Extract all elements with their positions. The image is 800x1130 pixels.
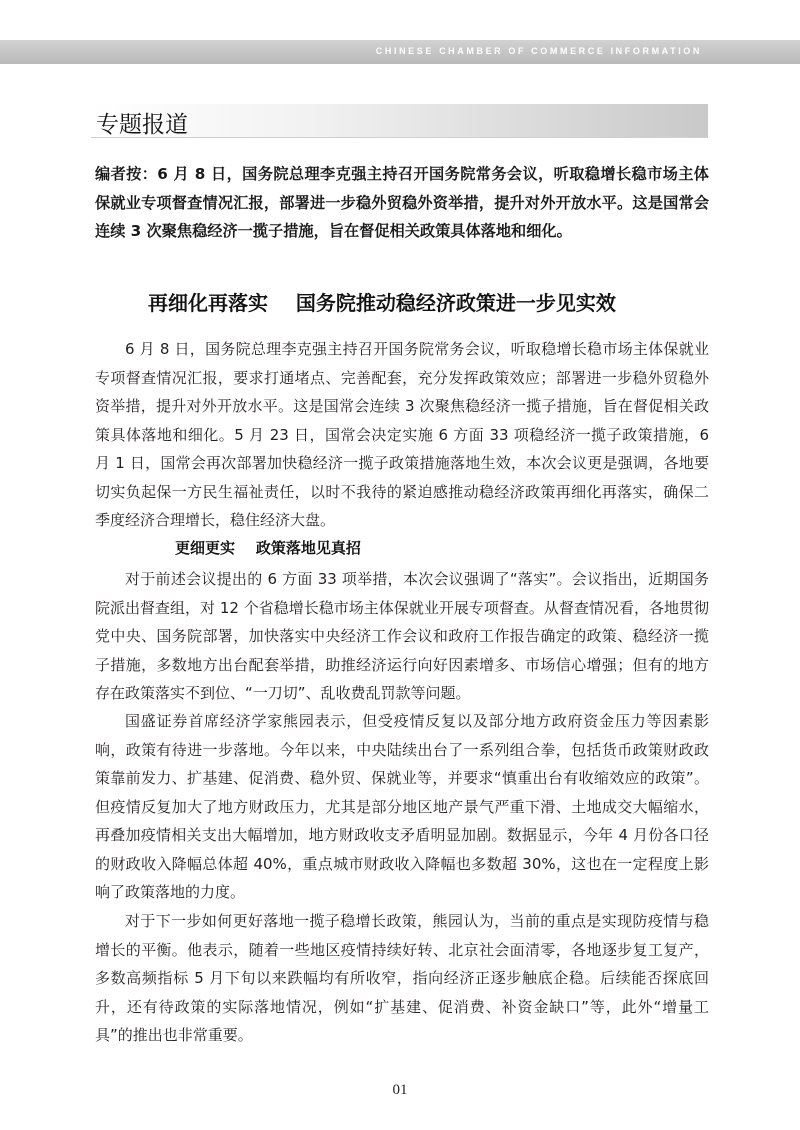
paragraph-3: 国盛证券首席经济学家熊园表示，但受疫情反复以及部分地方政府资金压力等因素影响，政策有待进一步落地。今年以来，中央陆续出台了一系列组合拳，包括货币政策财政政策靠前发力、扩基建、促消费、稳外贸、保就业等，并要求“慎重出台有收缩效应的政策”。但疫情反复加大了地方财政压力，尤其是部分地区地产景气严重下滑、土地成交大幅缩水，再叠加疫情相关支出大幅增加，地方财政收支矛盾明显加剧。数据显示，今年 4 月份各口径的财政收入降幅总体超 40%，重点城市财政收入降幅也多数超 30%，这也在一定程度上影响了政策落地的力度。 bbox=[95, 712, 709, 901]
article-title: 再细化再落实 国务院推动稳经济政策进一步见实效 bbox=[148, 291, 616, 315]
paragraph-1: 6 月 8 日，国务院总理李克强主持召开国务院常务会议，听取稳增长稳市场主体保就业专项督查情况汇报，要求打通堵点、完善配套，充分发挥政策效应；部署进一步稳外贸稳外资举措，提升对外开放水平。这是国常会连续 3 次聚焦稳经济一揽子措施，旨在督促相关政策具体落地和细化。5 月 23 日，国常会决定实施 6 方面 33 项稳经济一揽子政策措施，6 月 1 日，国常会再次部署加快稳经济一揽子政策措施落地生效，本次会议更是强调，各地要切实负起保一方民生福祉责任，以时不我待的紧迫感推动稳经济政策再细化再落实，确保二季度经济合理增长，稳住经济大盘。 bbox=[95, 340, 709, 529]
paragraph-4: 对于下一步如何更好落地一揽子稳增长政策，熊园认为，当前的重点是实现防疫情与稳增长的平衡。他表示，随着一些地区疫情持续好转、北京社会面清零，各地逐步复工复产，多数高频指标 5 月下旬以来跌幅均有所收窄，指向经济正逐步触底企稳。后续能否探底回升，还有待政策的实际落地情况，例如“扩基建、促消费、补资金缺口”等，此外“增量工具”的推出也非常重要。 bbox=[95, 912, 709, 1044]
header-banner bbox=[0, 40, 800, 64]
page-number: 01 bbox=[392, 1082, 408, 1098]
editor-note: 编者按：6 月 8 日，国务院总理李克强主持召开国务院常务会议，听取稳增长稳市场主体保就业专项督查情况汇报，部署进一步稳外贸稳外资举措，提升对外开放水平。这是国常会连续 3 次聚焦稳经济一揽子措施，旨在督促相关政策具体落地和细化。 bbox=[95, 165, 709, 240]
banner-text: CHINESE CHAMBER OF COMMERCE INFORMATION bbox=[375, 46, 702, 56]
paragraph-2: 对于前述会议提出的 6 方面 33 项举措，本次会议强调了“落实”。会议指出，近期国务院派出督查组，对 12 个省稳增长稳市场主体保就业开展专项督查。从督查情况看，各地贯彻党中央、国务院部署，加快落实中央经济工作会议和政府工作报告确定的政策、稳经济一揽子措施，多数地方出台配套举措，助推经济运行向好因素增多、市场信心增强；但有的地方存在政策落实不到位、“一刀切”、乱收费乱罚款等问题。 bbox=[95, 570, 709, 702]
article-subheading: 更细更实 政策落地见真招 bbox=[175, 539, 361, 557]
section-title: 专题报道 bbox=[96, 112, 188, 138]
